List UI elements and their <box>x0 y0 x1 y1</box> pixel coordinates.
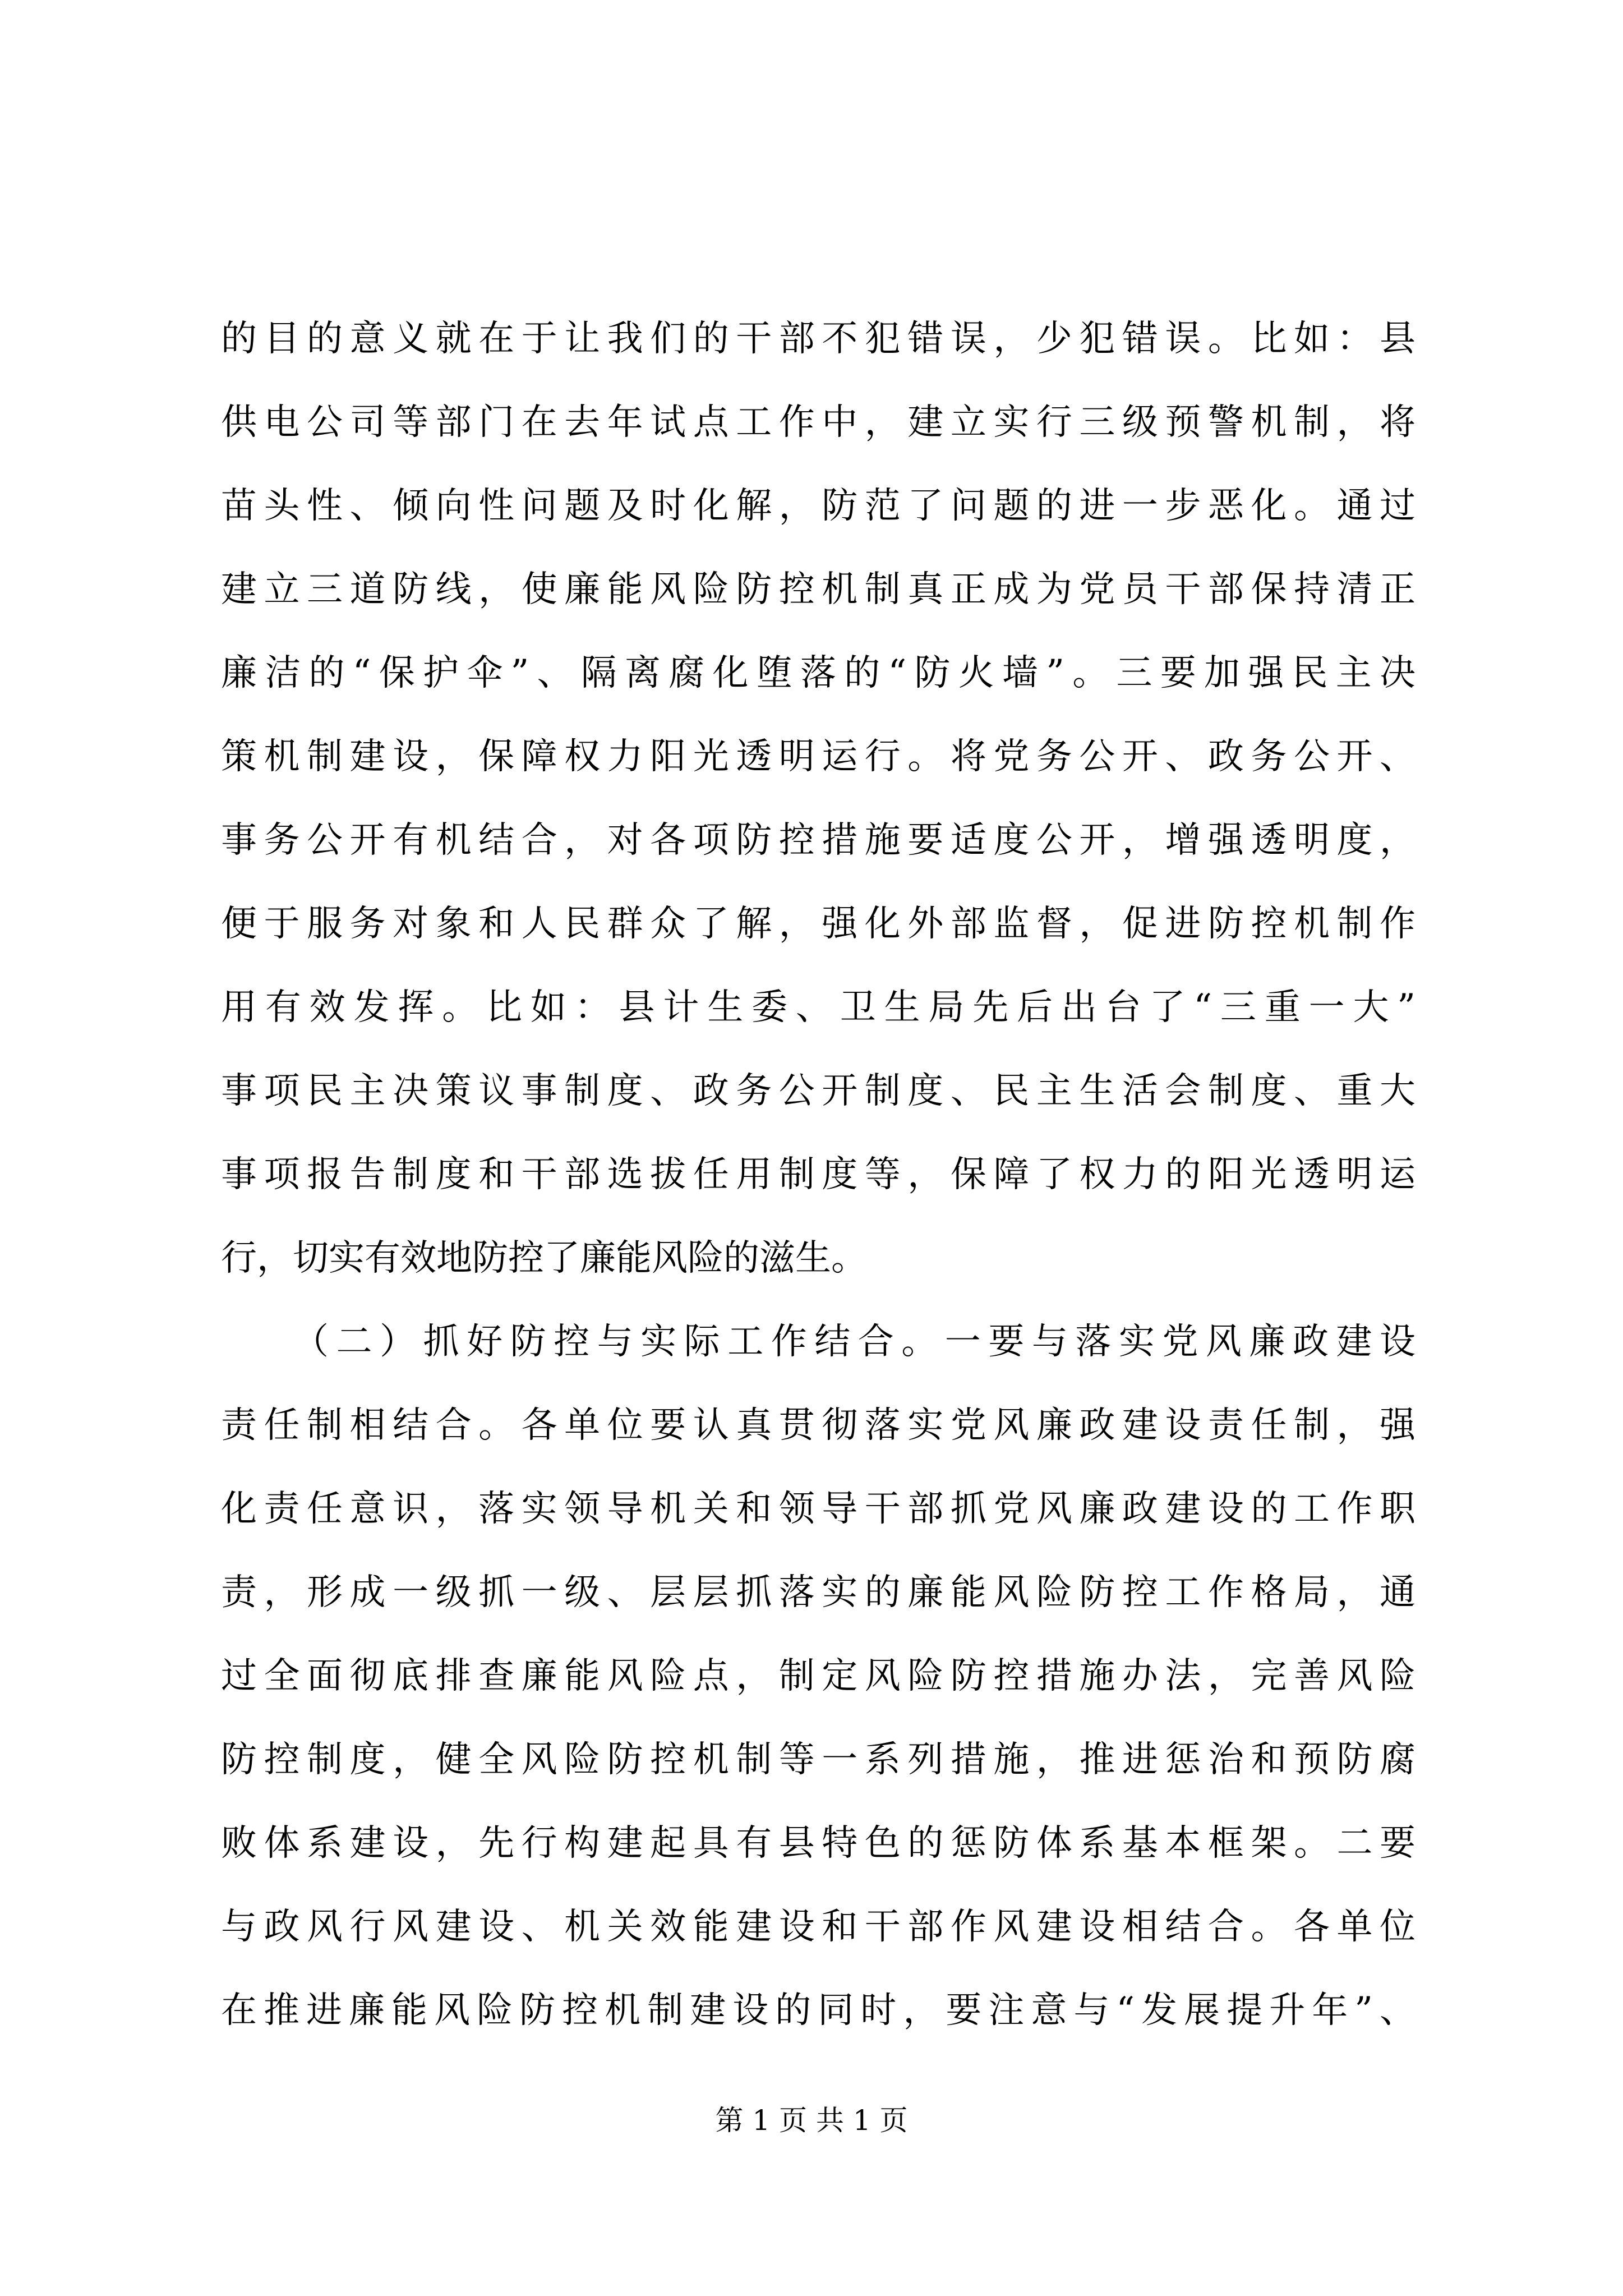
text-line-2: 供电公司等部门在去年试点工作中，建立实行三级预警机制，将 <box>221 402 1415 443</box>
text-line-16: 责，形成一级抓一级、层层抓落实的廉能风险防控工作格局，通 <box>221 1572 1415 1613</box>
text-line-17: 过全面彻底排查廉能风险点，制定风险防控措施办法，完善风险 <box>221 1655 1415 1697</box>
text-line-21: 在推进廉能风险防控机制建设的同时，要注意与“发展提升年”、 <box>221 1990 1415 2031</box>
text-line-13: （二）抓好防控与实际工作结合。一要与落实党风廉政建设 <box>293 1321 1415 1363</box>
text-line-14: 责任制相结合。各单位要认真贯彻落实党风廉政建设责任制，强 <box>221 1405 1415 1446</box>
text-line-6: 策机制建设，保障权力阳光透明运行。将党务公开、政务公开、 <box>221 736 1415 777</box>
text-line-10: 事项民主决策议事制度、政务公开制度、民主生活会制度、重大 <box>221 1070 1415 1112</box>
text-line-9: 用有效发挥。比如：县计生委、卫生局先后出台了“三重一大” <box>221 987 1415 1028</box>
document-body <box>221 297 1415 2053</box>
text-line-20: 与政风行风建设、机关效能建设和干部作风建设相结合。各单位 <box>221 1906 1415 1948</box>
text-line-1: 的目的意义就在于让我们的干部不犯错误，少犯错误。比如：县 <box>221 318 1415 360</box>
text-line-11: 事项报告制度和干部选拔任用制度等，保障了权力的阳光透明运 <box>221 1154 1415 1195</box>
text-line-5: 廉洁的“保护伞”、隔离腐化堕落的“防火墙”。三要加强民主决 <box>221 652 1415 694</box>
text-line-4: 建立三道防线，使廉能风险防控机制真正成为党员干部保持清正 <box>221 569 1415 610</box>
text-line-7: 事务公开有机结合，对各项防控措施要适度公开，增强透明度， <box>221 820 1415 861</box>
text-line-15: 化责任意识，落实领导机关和领导干部抓党风廉政建设的工作职 <box>221 1488 1415 1530</box>
text-line-12: 行，切实有效地防控了廉能风险的滋生。 <box>221 1237 867 1279</box>
text-line-19: 败体系建设，先行构建起具有县特色的惩防体系基本框架。二要 <box>221 1823 1415 1864</box>
text-line-8: 便于服务对象和人民群众了解，强化外部监督，促进防控机制作 <box>221 903 1415 945</box>
text-line-18: 防控制度，健全风险防控机制等一系列措施，推进惩治和预防腐 <box>221 1739 1415 1780</box>
page-number-footer: 第 1 页 共 1 页 <box>715 2104 908 2137</box>
text-line-3: 苗头性、倾向性问题及时化解，防范了问题的进一步恶化。通过 <box>221 485 1415 527</box>
